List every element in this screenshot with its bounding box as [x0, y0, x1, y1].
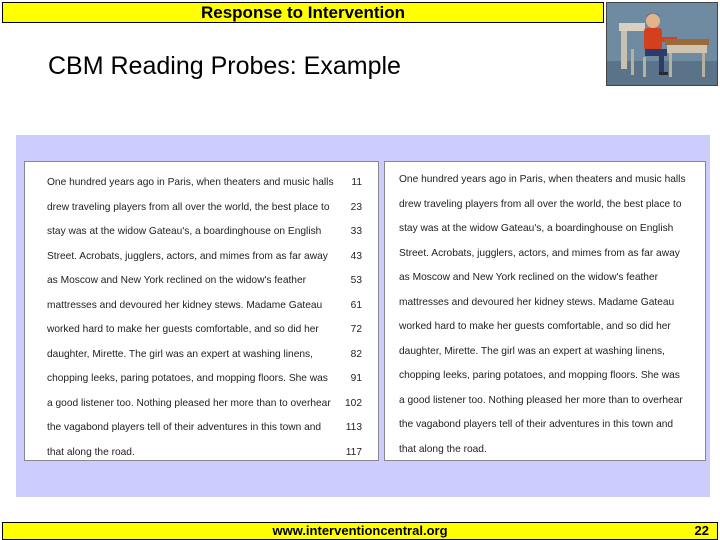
page-number: 22	[694, 523, 709, 538]
student-passage-line: chopping leeks, paring potatoes, and mopping floors. She was	[399, 370, 680, 381]
examiner-passage-line: that along the road.	[47, 446, 135, 458]
cumulative-word-count: 53	[350, 275, 362, 286]
cumulative-word-count: 91	[350, 373, 362, 384]
cumulative-word-count: 117	[345, 446, 362, 458]
student-passage-line: mattresses and devoured her kidney stews. Madame Gateau	[399, 296, 675, 308]
cumulative-word-count: 61	[350, 299, 362, 311]
student-copy	[384, 161, 706, 461]
student-passage-line: worked hard to make her guests comfortable, and so did her	[399, 321, 671, 332]
examiner-copy	[24, 161, 379, 461]
examiner-passage-line: as Moscow and New York reclined on the widow's feather	[47, 275, 307, 286]
examiner-passage-line: Street. Acrobats, jugglers, actors, and mimes from as far away	[47, 250, 328, 262]
student-passage-line: stay was at the widow Gateau's, a boardinghouse on English	[399, 223, 674, 234]
examiner-passage-line: a good listener too. Nothing pleased her more than to overhear	[47, 397, 331, 409]
examiner-passage-line: stay was at the widow Gateau's, a boardinghouse on English	[47, 226, 322, 237]
slide-title: CBM Reading Probes: Example	[48, 52, 401, 80]
cumulative-word-count: 113	[345, 422, 362, 433]
header-bar	[2, 2, 604, 23]
examiner-passage-line: worked hard to make her guests comfortable, and so did her	[47, 324, 319, 335]
footer-url[interactable]: www.interventioncentral.org	[272, 523, 448, 538]
teacher-at-desk-image	[606, 2, 718, 86]
student-passage-line: drew traveling players from all over the world, the best place to	[399, 198, 682, 210]
student-passage-line: One hundred years ago in Paris, when theaters and music halls	[399, 174, 686, 185]
examiner-passage-line: mattresses and devoured her kidney stews. Madame Gateau	[47, 299, 323, 311]
examiner-passage-line: One hundred years ago in Paris, when theaters and music halls	[47, 177, 334, 188]
cumulative-word-count: 43	[350, 250, 362, 262]
examiner-passage-line: daughter, Mirette. The girl was an expert at washing linens,	[47, 348, 313, 360]
student-passage-line: a good listener too. Nothing pleased her more than to overhear	[399, 394, 683, 406]
student-passage-line: daughter, Mirette. The girl was an expert at washing linens,	[399, 345, 665, 357]
cumulative-word-count: 23	[350, 201, 362, 213]
examiner-passage-line: the vagabond players tell of their adventures in this town and	[47, 422, 322, 433]
cumulative-word-count: 33	[350, 226, 362, 237]
cumulative-word-count: 82	[350, 348, 362, 360]
student-passage-line: Street. Acrobats, jugglers, actors, and mimes from as far away	[399, 247, 680, 259]
teacher-illustration	[607, 3, 718, 86]
student-passage-line: that along the road.	[399, 443, 487, 455]
header-title: Response to Intervention	[200, 3, 406, 22]
footer-bar	[2, 522, 718, 540]
cumulative-word-count: 72	[350, 324, 362, 335]
student-passage-line: the vagabond players tell of their adventures in this town and	[399, 419, 674, 430]
cumulative-word-count: 102	[345, 397, 362, 409]
probe-example-panel	[16, 135, 710, 497]
cumulative-word-count: 11	[351, 177, 362, 188]
examiner-passage-line: chopping leeks, paring potatoes, and mopping floors. She was	[47, 373, 328, 384]
examiner-passage-line: drew traveling players from all over the world, the best place to	[47, 201, 330, 213]
student-passage-line: as Moscow and New York reclined on the widow's feather	[399, 272, 659, 283]
